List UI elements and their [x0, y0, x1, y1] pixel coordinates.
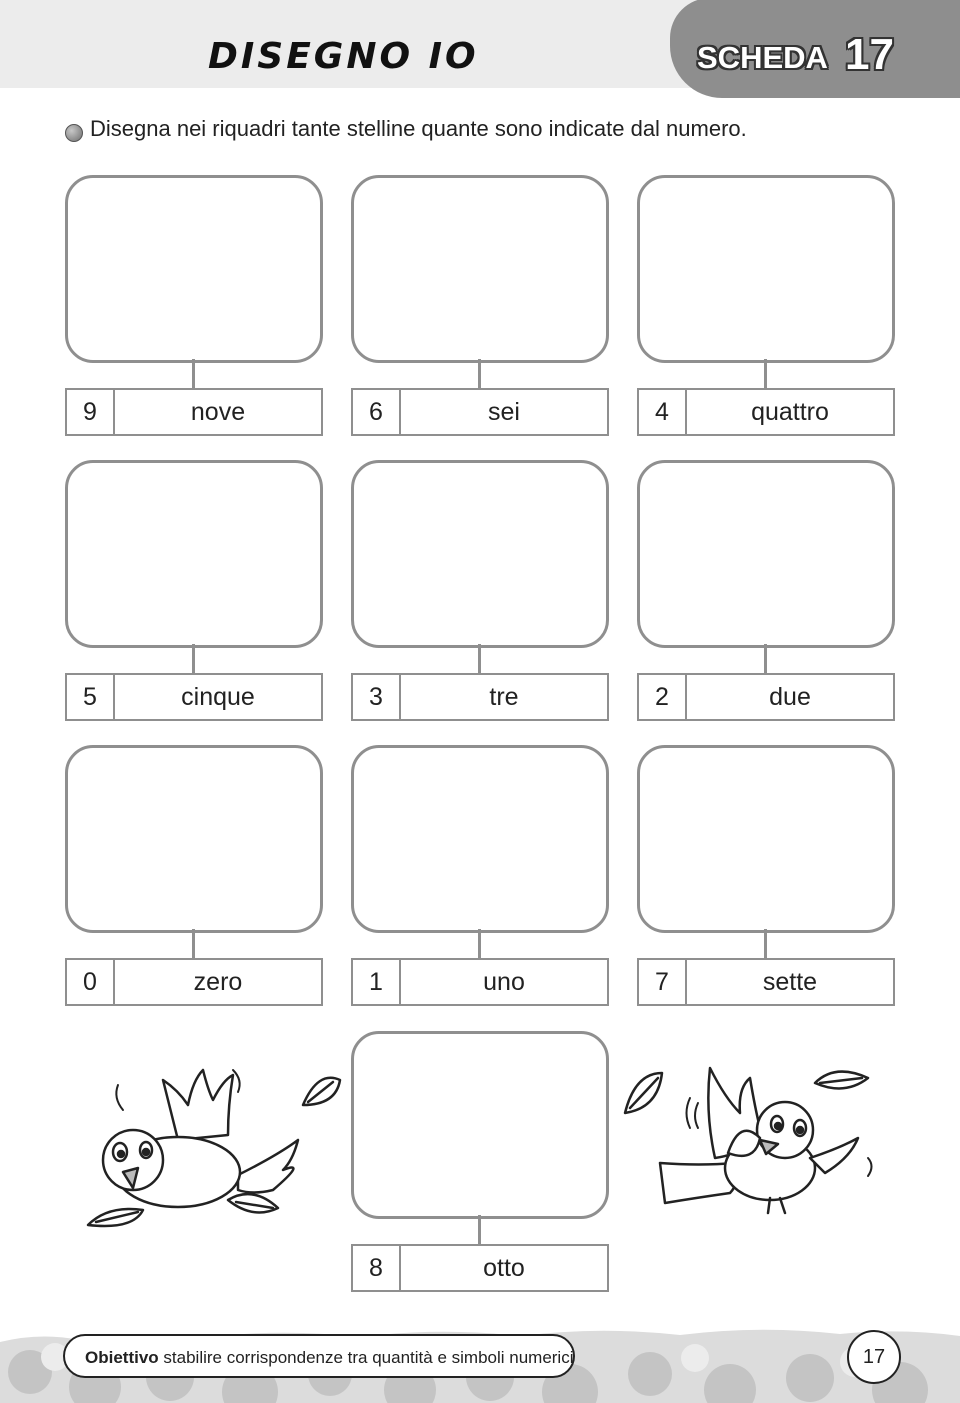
number-digit: 9: [67, 390, 115, 434]
drawing-box[interactable]: [65, 460, 323, 648]
bird-right-icon: [620, 1058, 880, 1223]
connector-line: [478, 929, 481, 959]
number-word: nove: [190, 398, 246, 426]
number-label: [351, 958, 609, 1006]
drawing-box[interactable]: [637, 175, 895, 363]
objective-text: stabilire corrispondenze tra quantità e simboli numerici: [163, 1348, 574, 1367]
number-digit: 4: [639, 390, 687, 434]
number-label: [351, 388, 609, 436]
bird-left-icon: [78, 1060, 348, 1240]
number-digit: 7: [639, 960, 687, 1004]
number-label: [351, 673, 609, 721]
number-word: tre: [489, 683, 519, 711]
number-label: [65, 958, 323, 1006]
drawing-box[interactable]: [351, 460, 609, 648]
drawing-box[interactable]: [65, 175, 323, 363]
number-word: cinque: [181, 683, 255, 711]
number-label: [637, 958, 895, 1006]
objective-box: [63, 1334, 575, 1378]
number-label: [65, 388, 323, 436]
connector-line: [192, 359, 195, 389]
number-digit: 6: [353, 390, 401, 434]
number-digit: 2: [639, 675, 687, 719]
objective-label: Obiettivo: [85, 1348, 159, 1367]
number-digit: 5: [67, 675, 115, 719]
number-digit: 1: [353, 960, 401, 1004]
number-word: sei: [488, 398, 520, 426]
connector-line: [478, 1215, 481, 1245]
scheda-label: SCHEDA: [697, 40, 828, 75]
connector-line: [478, 359, 481, 389]
connector-line: [478, 644, 481, 674]
number-digit: 8: [353, 1246, 401, 1290]
number-label: [351, 1244, 609, 1292]
number-label: [637, 673, 895, 721]
number-digit: 3: [353, 675, 401, 719]
page-number: 17: [847, 1330, 901, 1384]
number-label: [637, 388, 895, 436]
connector-line: [192, 644, 195, 674]
drawing-box[interactable]: [637, 745, 895, 933]
page-title: DISEGNO IO: [208, 36, 479, 77]
bullet-icon: [65, 124, 83, 142]
number-label: [65, 673, 323, 721]
drawing-box[interactable]: [351, 745, 609, 933]
number-word: quattro: [751, 398, 829, 426]
number-word: due: [769, 683, 811, 711]
number-word: sette: [762, 968, 818, 996]
connector-line: [764, 359, 767, 389]
number-word: otto: [483, 1254, 525, 1282]
number-word: uno: [483, 968, 525, 996]
drawing-box[interactable]: [65, 745, 323, 933]
connector-line: [764, 929, 767, 959]
drawing-box[interactable]: [351, 175, 609, 363]
connector-line: [764, 644, 767, 674]
number-word: zero: [193, 968, 243, 996]
instruction-text: Disegna nei riquadri tante stelline quante sono indicate dal numero.: [90, 116, 747, 141]
drawing-box[interactable]: [351, 1031, 609, 1219]
number-digit: 0: [67, 960, 115, 1004]
drawing-box[interactable]: [637, 460, 895, 648]
scheda-number: 17: [845, 30, 894, 79]
connector-line: [192, 929, 195, 959]
